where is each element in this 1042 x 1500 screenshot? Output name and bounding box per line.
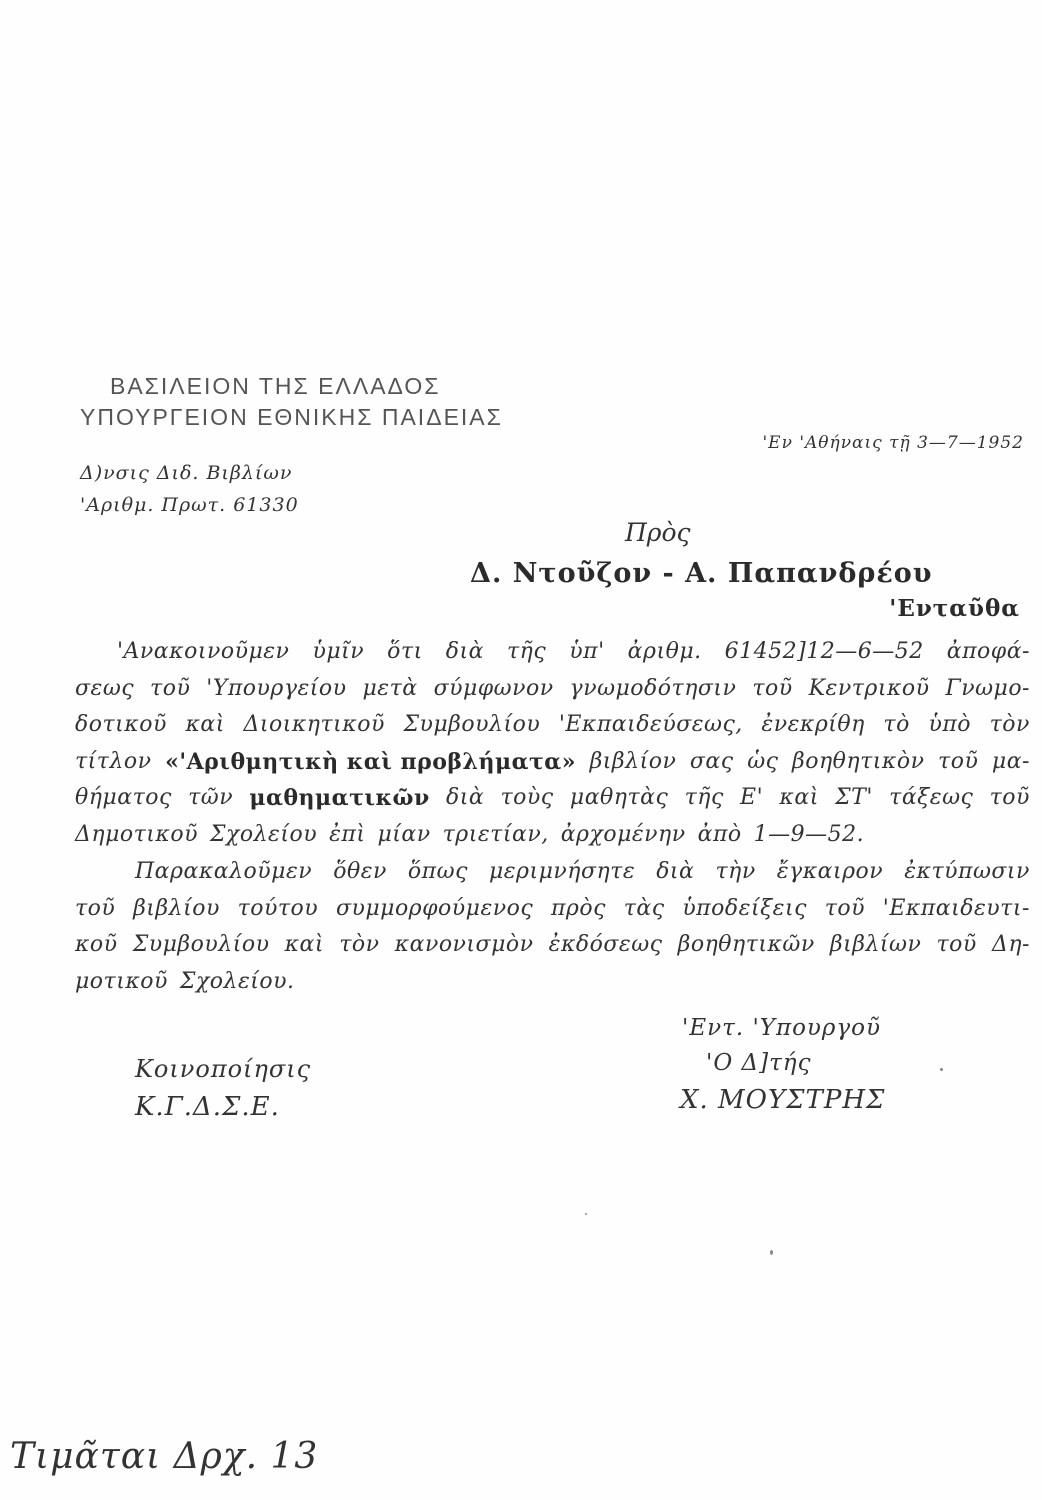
body-word: Δη- xyxy=(991,932,1030,957)
body-word: κοῦ xyxy=(75,932,118,957)
body-line xyxy=(75,707,1030,744)
body-paragraph-1 xyxy=(75,634,1030,853)
body-word: ἐκτύπωσιν xyxy=(904,859,1030,884)
body-word: τοῦ xyxy=(150,675,191,701)
body-word: πρὸς xyxy=(550,895,606,921)
body-word: Γνωμο- xyxy=(945,675,1030,701)
body-word: μαθηματικῶν xyxy=(249,785,430,811)
body-word: βιβλίου xyxy=(133,895,220,921)
body-word: τῶν xyxy=(188,785,234,810)
cc-label: Κοινοποίησις xyxy=(135,1055,312,1083)
body-word: ἐνεκρίθη xyxy=(761,712,865,737)
body-word: Δημοτικοῦ xyxy=(75,821,198,847)
signature-director-title: 'Ο Δ]τής xyxy=(706,1050,812,1076)
body-word: δοτικοῦ xyxy=(75,712,167,737)
body-word: τούτου xyxy=(237,895,319,921)
body-word: τριετίαν, xyxy=(442,821,549,847)
body-word: γνωμοδότησιν xyxy=(569,675,737,701)
paper-speck xyxy=(940,1068,943,1071)
signature-director-name: Χ. ΜΟΥΣΤΡΗΣ xyxy=(680,1085,886,1115)
body-word: ἐπὶ xyxy=(329,821,366,847)
kingdom-heading: ΒΑΣΙΛΕΙΟΝ ΤΗΣ ΕΛΛΑΔΟΣ xyxy=(110,373,441,399)
body-word: Διοικητικοῦ xyxy=(243,712,385,737)
paper-speck xyxy=(770,1250,773,1255)
letter-date: 'Εν 'Αθήναις τῇ 3—7—1952 xyxy=(762,433,1024,453)
body-word: «'Αριθμητικὴ καὶ προβλήματα» xyxy=(165,748,576,775)
body-word: 1—9—52. xyxy=(753,821,865,847)
body-line xyxy=(75,964,1030,1001)
body-word: τοῦ xyxy=(938,748,979,774)
body-word: ἀποφά- xyxy=(946,639,1030,664)
body-word: ἀπὸ xyxy=(697,821,742,847)
body-word: τοῦ xyxy=(75,895,116,921)
body-word: τὸ xyxy=(883,712,910,737)
body-word: 'Ανακοινοῦμεν xyxy=(117,639,290,664)
body-line xyxy=(75,927,1030,964)
body-word: ὑπ' xyxy=(569,639,605,664)
to-label: Πρὸς xyxy=(625,518,691,547)
body-word: Κεντρικοῦ xyxy=(808,675,930,701)
body-word: μα- xyxy=(991,748,1030,774)
body-line xyxy=(75,671,1030,708)
body-word: ὑπὸ xyxy=(928,712,972,737)
body-word: ἀριθμ. xyxy=(627,639,702,664)
body-word: Σχολείου xyxy=(209,821,318,847)
body-word: τοῦ xyxy=(824,895,865,921)
body-paragraph-2 xyxy=(75,854,1030,1000)
body-word: τάξεως xyxy=(889,785,974,810)
price-stamp: Τιμᾶται Δρχ. 13 xyxy=(10,1436,319,1477)
body-word: 61452]12—6—52 xyxy=(724,639,924,664)
body-word: 'Υπουργείου xyxy=(206,675,347,701)
body-word: ὑμῖν xyxy=(312,639,365,664)
body-word: ὅτι xyxy=(387,639,423,664)
body-word: τοῦ xyxy=(752,675,793,701)
ministry-heading: ΥΠΟΥΡΓΕΙΟΝ ΕΘΝΙΚΗΣ ΠΑΙΔΕΙΑΣ xyxy=(80,404,503,430)
body-word: βοηθητικὸν xyxy=(792,748,925,774)
body-line xyxy=(75,817,1030,854)
body-word: ἐκδόσεως xyxy=(548,932,663,957)
body-word: Συμβουλίου xyxy=(403,712,541,737)
body-word: τῆς xyxy=(684,785,724,810)
body-line xyxy=(75,634,1030,671)
body-word: βιβλίων xyxy=(829,932,922,957)
body-word: Παρακαλοῦμεν xyxy=(135,859,313,884)
protocol-line: 'Αριθμ. Πρωτ. 61330 xyxy=(80,494,299,516)
body-word: τῆς xyxy=(507,639,547,664)
body-line xyxy=(75,854,1030,891)
body-word: σεως xyxy=(75,675,135,701)
body-word: ὅθεν xyxy=(333,859,387,884)
body-word: διὰ xyxy=(656,859,695,884)
cc-recipient: Κ.Γ.Δ.Σ.Ε. xyxy=(135,1092,280,1122)
body-word: ἔγκαιρον xyxy=(776,859,884,884)
body-word: ΣΤ' xyxy=(835,785,873,810)
body-word: Σχολείου. xyxy=(179,968,295,994)
body-word: τὸν xyxy=(989,712,1030,737)
body-line xyxy=(75,780,1030,817)
body-word: τὸν xyxy=(339,932,380,957)
body-word: μαθητὰς xyxy=(569,785,669,810)
body-word: μετὰ xyxy=(362,675,418,701)
body-word: τοὺς xyxy=(500,785,554,810)
body-word: ὑποδείξεις xyxy=(682,895,807,921)
body-word: ἀρχομένην xyxy=(560,821,686,847)
body-word: διὰ xyxy=(446,785,485,810)
paper-speck xyxy=(585,1213,587,1215)
body-word: ὅπως xyxy=(407,859,468,884)
body-word: τὴν xyxy=(715,859,756,884)
body-word: τοῦ xyxy=(936,932,977,957)
body-word: Ε' xyxy=(740,785,764,810)
recipient-names: Δ. Ντοῦζον - Α. Παπανδρέου xyxy=(470,558,933,589)
body-word: διὰ xyxy=(445,639,484,664)
department-line: Δ)νσις Διδ. Βιβλίων xyxy=(80,462,293,484)
body-word: σας xyxy=(689,748,734,774)
signature-on-behalf: 'Εντ. 'Υπουργοῦ xyxy=(682,1015,881,1041)
body-word: τίτλον xyxy=(75,748,152,774)
body-word: τοῦ xyxy=(989,785,1030,810)
body-word: σύμφωνον xyxy=(433,675,554,701)
body-word: μοτικοῦ xyxy=(75,968,168,994)
body-word: 'Εκπαιδευτι- xyxy=(882,895,1030,921)
body-word: τὰς xyxy=(623,895,665,921)
body-word: κανονισμὸν xyxy=(394,932,534,957)
body-word: βιβλίον xyxy=(589,748,677,774)
recipient-location: 'Ενταῦθα xyxy=(889,595,1020,622)
body-line xyxy=(75,744,1030,781)
body-word: ὡς xyxy=(747,748,779,774)
body-word: καὶ xyxy=(284,932,325,957)
body-word: Συμβουλίου xyxy=(132,932,270,957)
body-word: 'Εκπαιδεύσεως, xyxy=(558,712,743,737)
body-line xyxy=(75,891,1030,928)
body-word: μεριμνήσητε xyxy=(488,859,636,884)
body-word: μίαν xyxy=(377,821,431,847)
body-word: καὶ xyxy=(779,785,819,810)
body-word: συμμορφούμενος xyxy=(335,895,534,921)
body-word: θήματος xyxy=(75,785,172,810)
body-word: βοηθητικῶν xyxy=(677,932,815,957)
body-word: καὶ xyxy=(185,712,225,737)
